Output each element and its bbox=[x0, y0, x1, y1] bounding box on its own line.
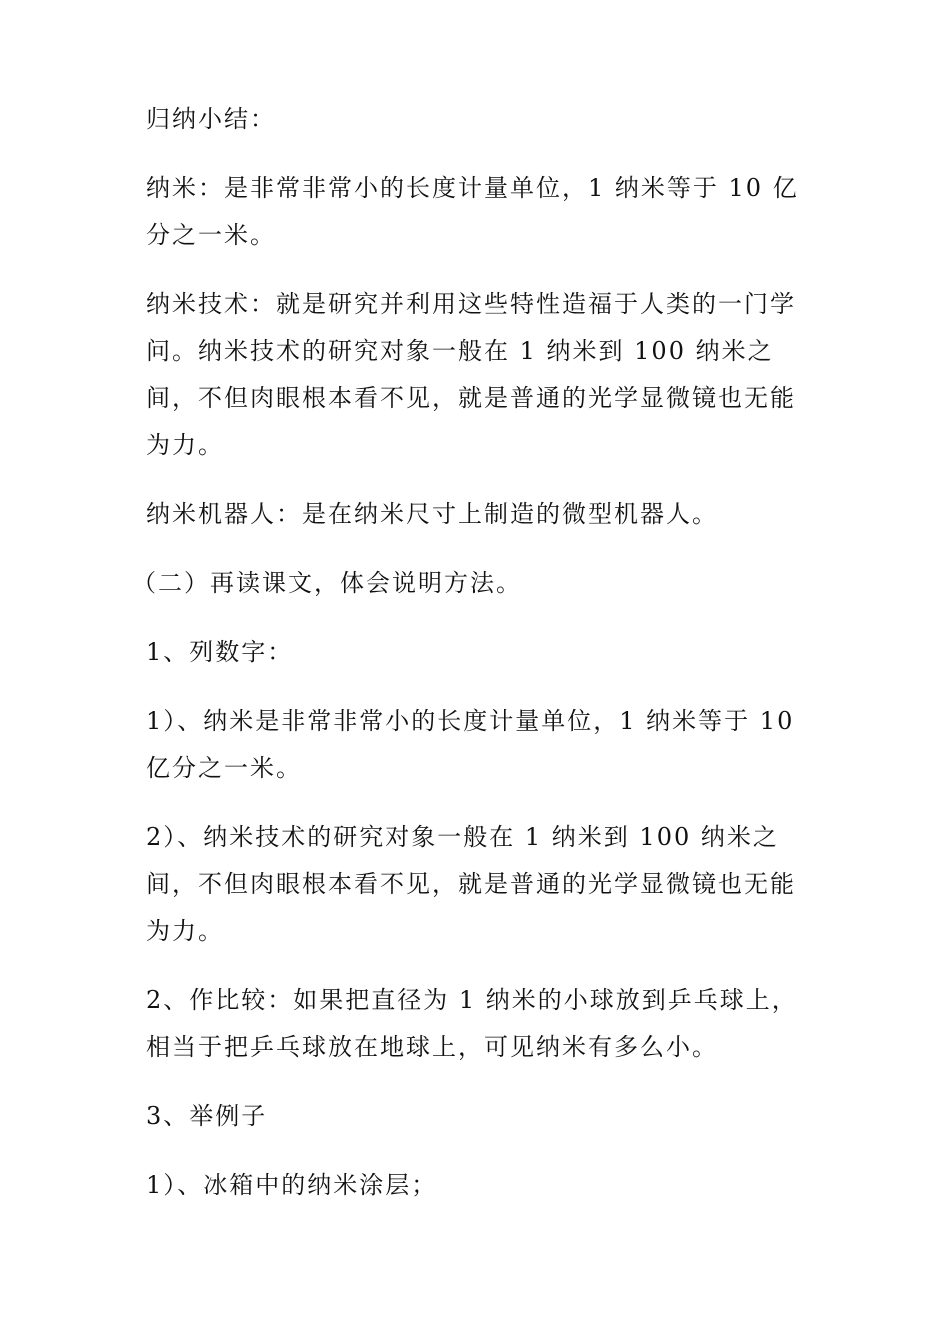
examples-item-1: 1）、冰箱中的纳米涂层； bbox=[146, 1171, 438, 1199]
method-examples: 3、举例子 bbox=[146, 1102, 268, 1130]
numbers-example-2: 2）、纳米技术的研究对象一般在 1 纳米到 100 纳米之间，不但肉眼根本看不见，就是普通的光学显微镜也无能为力。 bbox=[146, 823, 796, 945]
method-comparison: 2、作比较：如果把直径为 1 纳米的小球放到乒乓球上，相当于把乒乓球放在地球上，可见纳米有多么小。 bbox=[146, 986, 798, 1061]
nanotech-definition: 纳米技术：就是研究并利用这些特性造福于人类的一门学问。纳米技术的研究对象一般在 1 纳米到 100 纳米之间，不但肉眼根本看不见，就是普通的光学显微镜也无能为力。 bbox=[146, 290, 796, 459]
nanometer-definition: 纳米：是非常非常小的长度计量单位，1 纳米等于 10 亿分之一米。 bbox=[146, 174, 799, 249]
numbers-example-1: 1）、纳米是非常非常小的长度计量单位，1 纳米等于 10 亿分之一米。 bbox=[146, 707, 795, 782]
section-heading-reread: （二）再读课文，体会说明方法。 bbox=[132, 569, 522, 597]
nanorobot-definition: 纳米机器人：是在纳米尺寸上制造的微型机器人。 bbox=[146, 500, 718, 528]
summary-heading: 归纳小结： bbox=[146, 105, 276, 133]
method-list-numbers: 1、列数字： bbox=[146, 638, 294, 666]
document-body bbox=[132, 96, 810, 1231]
